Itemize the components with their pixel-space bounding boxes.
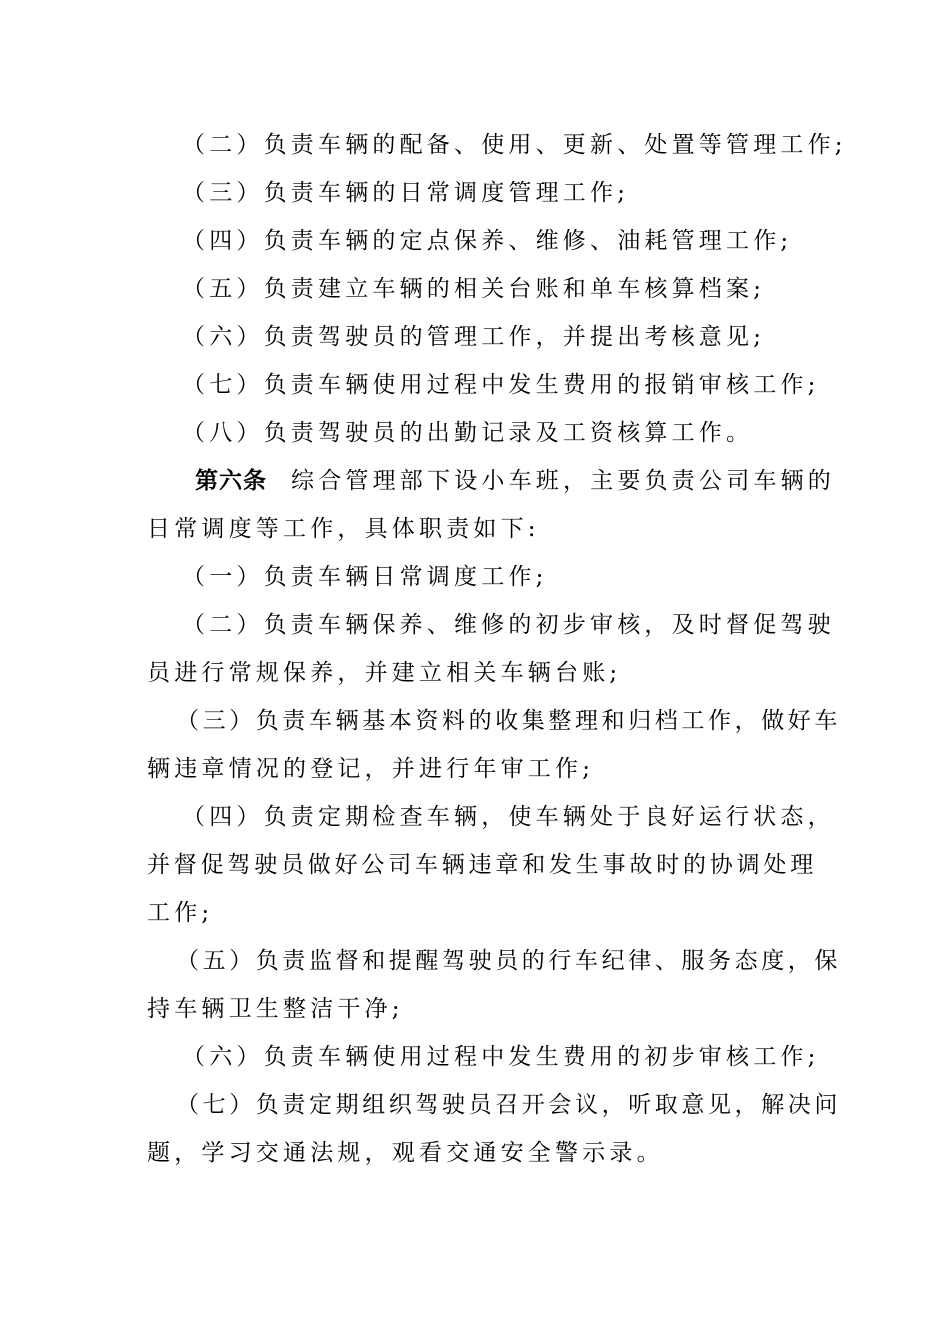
duty-item-4-cont2: 工作; [147, 900, 214, 926]
duty-item-7: （七）负责定期组织驾驶员召开会议，听取意见，解决问 [176, 1092, 841, 1118]
duty-item-4-cont: 并督促驾驶员做好公司车辆违章和发生事故时的协调处理 [147, 852, 817, 878]
duty-item-6: （六）负责车辆使用过程中发生费用的初步审核工作; [182, 1044, 820, 1070]
duty-item-4: （四）负责定期检查车辆，使车辆处于良好运行状态， [182, 804, 835, 830]
duty-item-5-cont: 持车辆卫生整洁干净; [147, 996, 404, 1022]
list-item-3: （三）负责车辆的日常调度管理工作; [182, 180, 630, 206]
article-text: 综合管理部下设小车班，主要负责公司车辆的 [291, 468, 835, 494]
list-item-2: （二）负责车辆的配备、使用、更新、处置等管理工作; [182, 132, 847, 158]
list-item-6: （六）负责驾驶员的管理工作，并提出考核意见; [182, 324, 766, 350]
duty-item-3: （三）负责车辆基本资料的收集整理和归档工作，做好车 [176, 708, 841, 734]
duty-item-1: （一）负责车辆日常调度工作; [182, 564, 548, 590]
duty-item-3-cont: 辆违章情况的登记，并进行年审工作; [147, 756, 595, 782]
article-6-first-line [195, 466, 835, 496]
list-item-7: （七）负责车辆使用过程中发生费用的报销审核工作; [182, 372, 820, 398]
duty-item-2-cont: 员进行常规保养，并建立相关车辆台账; [147, 660, 622, 686]
list-item-8: （八）负责驾驶员的出勤记录及工资核算工作。 [182, 420, 754, 446]
list-item-4: （四）负责车辆的定点保养、维修、油耗管理工作; [182, 228, 793, 254]
article-heading: 第六条 [195, 468, 267, 494]
duty-item-7-cont: 题，学习交通法规，观看交通安全警示录。 [147, 1140, 664, 1166]
duty-item-2: （二）负责车辆保养、维修的初步审核，及时督促驾驶 [182, 612, 835, 638]
article-6-continuation: 日常调度等工作，具体职责如下: [147, 516, 540, 542]
list-item-5: （五）负责建立车辆的相关台账和单车核算档案; [182, 276, 766, 302]
duty-item-5: （五）负责监督和提醒驾驶员的行车纪律、服务态度，保 [176, 948, 841, 974]
